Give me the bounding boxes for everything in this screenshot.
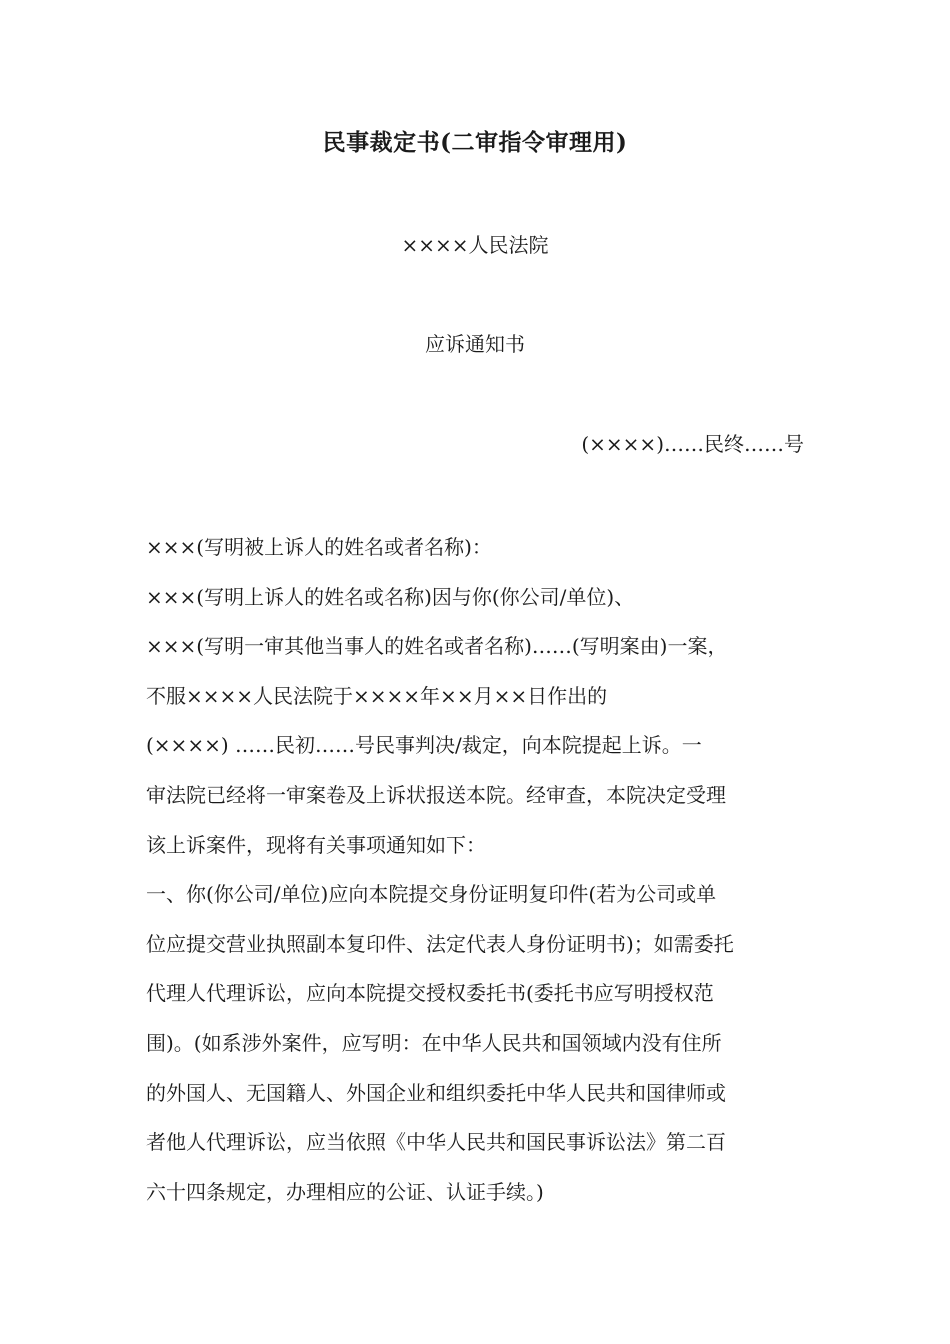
body-line: 围)。(如系涉外案件，应写明：在中华人民共和国领域内没有住所 [146, 1030, 722, 1055]
body-line: 审法院已经将一审案卷及上诉状报送本院。经审查，本院决定受理 [146, 782, 726, 807]
body-line: 六十四条规定，办理相应的公证、认证手续。) [146, 1179, 544, 1204]
notice-body [146, 523, 806, 1217]
body-line: 该上诉案件，现将有关事项通知如下： [146, 832, 486, 857]
body-line: 一、你(你公司/单位)应向本院提交身份证明复印件(若为公司或单 [146, 882, 717, 907]
case-number: (××××)……民终……号 [581, 432, 804, 456]
body-line: ×××(写明一审其他当事人的姓名或者名称)……(写明案由)一案， [146, 634, 728, 659]
body-line: 位应提交营业执照副本复印件、法定代表人身份证明书)；如需委托 [146, 931, 734, 956]
body-line: 不服××××人民法院于××××年××月××日作出的 [146, 683, 608, 708]
body-line: ×××(写明上诉人的姓名或名称)因与你(你公司/单位)、 [146, 584, 635, 609]
body-line: 代理人代理诉讼，应向本院提交授权委托书(委托书应写明授权范 [146, 981, 714, 1006]
court-name: ××××人民法院 [401, 233, 549, 257]
body-line: (××××) ……民初……号民事判决/裁定，向本院提起上诉。一 [146, 733, 702, 758]
document-title: 民事裁定书(二审指令审理用) [322, 129, 628, 156]
notice-title: 应诉通知书 [425, 332, 525, 356]
body-line: ×××(写明被上诉人的姓名或者名称)： [146, 535, 492, 559]
body-line: 的外国人、无国籍人、外国企业和组织委托中华人民共和国律师或 [146, 1080, 726, 1105]
body-line: 者他人代理诉讼，应当依照《中华人民共和国民事诉讼法》第二百 [146, 1130, 726, 1155]
